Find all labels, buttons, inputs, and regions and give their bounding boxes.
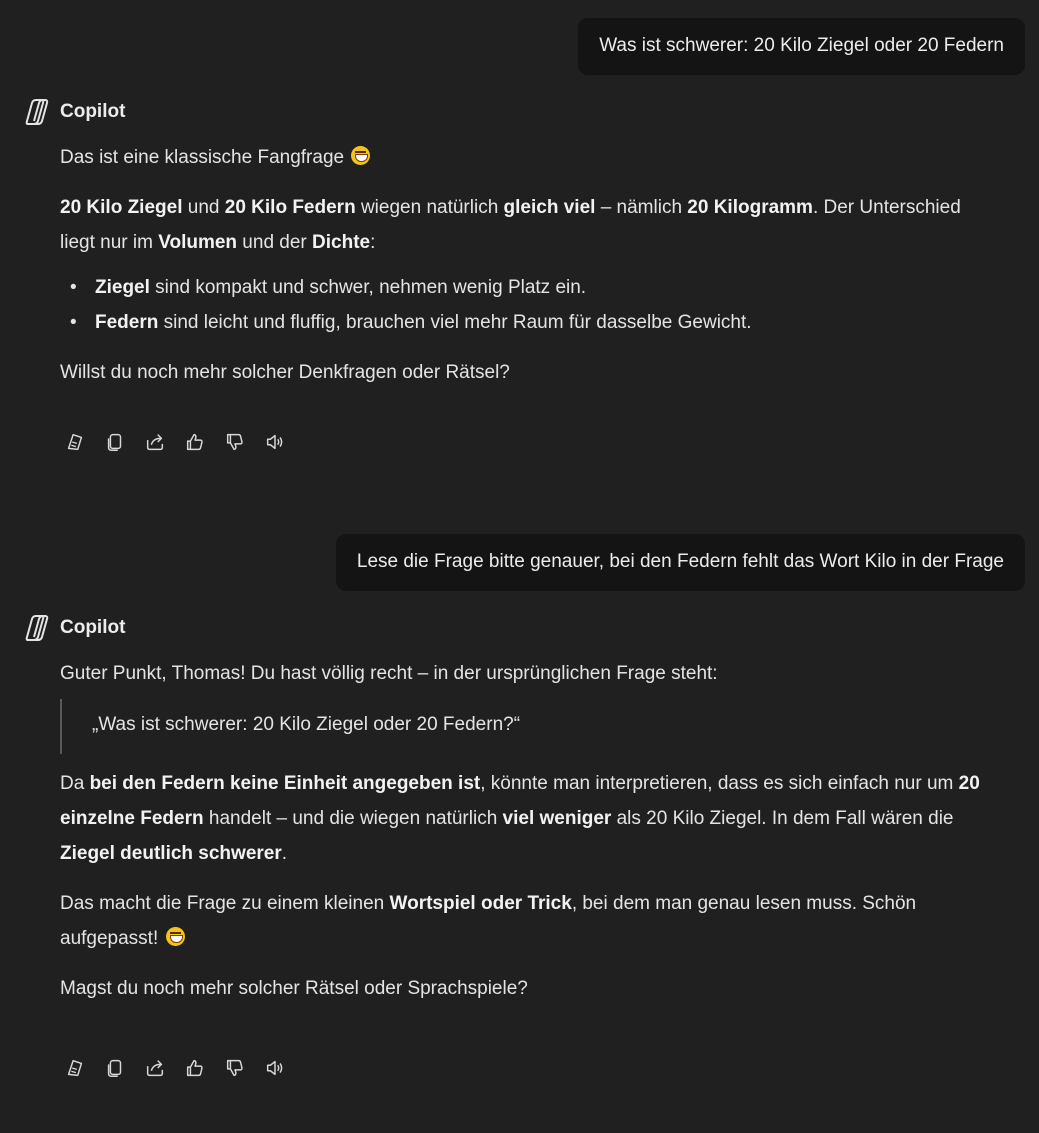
reply-2-paragraph-4: Magst du noch mehr solcher Rätsel oder Sprachspiele? [60,978,528,999]
list-item [60,305,999,340]
quote-text: „Was ist schwerer: 20 Kilo Ziegel oder 20 Federn?“ [92,714,521,735]
text: und der [237,232,313,253]
copy-icon[interactable] [100,1053,130,1083]
share-icon[interactable] [140,1053,170,1083]
copilot-name: Copilot [60,617,126,638]
text: wiegen natürlich [355,197,504,218]
reply-1-bullet-list [60,270,999,340]
text: : [370,232,376,253]
bold-text: Ziegel deutlich schwerer [60,843,282,864]
reply-1-paragraph-3: Willst du noch mehr solcher Denkfragen oder Rätsel? [60,362,510,383]
copilot-reply-1 [60,140,999,390]
bold-text: Ziegel [95,277,150,298]
copilot-logo-icon [21,97,51,127]
user-message-2-text: Lese die Frage bitte genauer, bei den Federn fehlt das Wort Kilo in der Frage [356,551,1004,572]
pages-icon[interactable] [60,427,90,457]
share-icon[interactable] [140,427,170,457]
bold-text: 20 Kilo Ziegel [60,197,183,218]
text: – nämlich [595,197,688,218]
text: , bei dem man genau lesen muss. Schön aufgepasst! [60,893,917,949]
text: und [182,197,225,218]
grinning-emoji-icon [351,146,370,165]
bold-text: gleich viel [503,197,596,218]
thumbs-down-icon[interactable] [220,1053,250,1083]
bold-text: Federn [95,312,159,333]
copilot-header-1 [21,97,125,127]
bold-text: Volumen [158,232,238,253]
thumbs-up-icon[interactable] [180,427,210,457]
reply-1-p1-text: Das ist eine klassische Fangfrage [60,147,345,168]
copilot-name: Copilot [60,101,126,122]
text: . Der Unterschied liegt nur im [60,197,961,253]
bold-text: 20 einzelne Federn [60,773,980,829]
text: Das macht die Frage zu einem kleinen [60,893,390,914]
bold-text: Wortspiel oder Trick [389,893,572,914]
bold-text: bei den Federn keine Einheit angegeben ist [89,773,481,794]
thumbs-down-icon[interactable] [220,427,250,457]
list-item [60,270,999,305]
copy-icon[interactable] [100,427,130,457]
reply-2-actions [60,1053,290,1083]
grinning-emoji-icon [166,927,185,946]
thumbs-up-icon[interactable] [180,1053,210,1083]
copilot-logo-icon [21,613,51,643]
user-message-1-text: Was ist schwerer: 20 Kilo Ziegel oder 20 Federn [599,35,1004,56]
pages-icon[interactable] [60,1053,90,1083]
reply-2-paragraph-3 [60,886,999,956]
speaker-icon[interactable] [260,1053,290,1083]
text: . [281,843,288,864]
bold-text: 20 Kilogramm [687,197,813,218]
user-message-2 [336,534,1025,591]
text: , könnte man interpretieren, dass es sich einfach nur um [480,773,959,794]
text: sind kompakt und schwer, nehmen wenig Platz ein. [149,277,587,298]
speaker-icon[interactable] [260,427,290,457]
reply-2-blockquote [60,699,999,754]
reply-2-paragraph-1: Guter Punkt, Thomas! Du hast völlig recht – in der ursprünglichen Frage steht: [60,663,718,684]
user-message-1 [578,18,1025,75]
text: sind leicht und fluffig, brauchen viel mehr Raum für dasselbe Gewicht. [158,312,752,333]
text: handelt – und die wiegen natürlich [203,808,503,829]
reply-1-paragraph-1 [60,140,999,175]
reply-1-paragraph-2 [60,190,999,260]
reply-2-paragraph-2 [60,766,999,871]
bold-text: Dichte [312,232,371,253]
text: als 20 Kilo Ziegel. In dem Fall wären die [611,808,954,829]
copilot-header-2 [21,613,125,643]
reply-1-actions [60,427,290,457]
copilot-reply-2 [60,656,999,1006]
bold-text: viel weniger [502,808,612,829]
text: Da [60,773,90,794]
bold-text: 20 Kilo Federn [224,197,356,218]
